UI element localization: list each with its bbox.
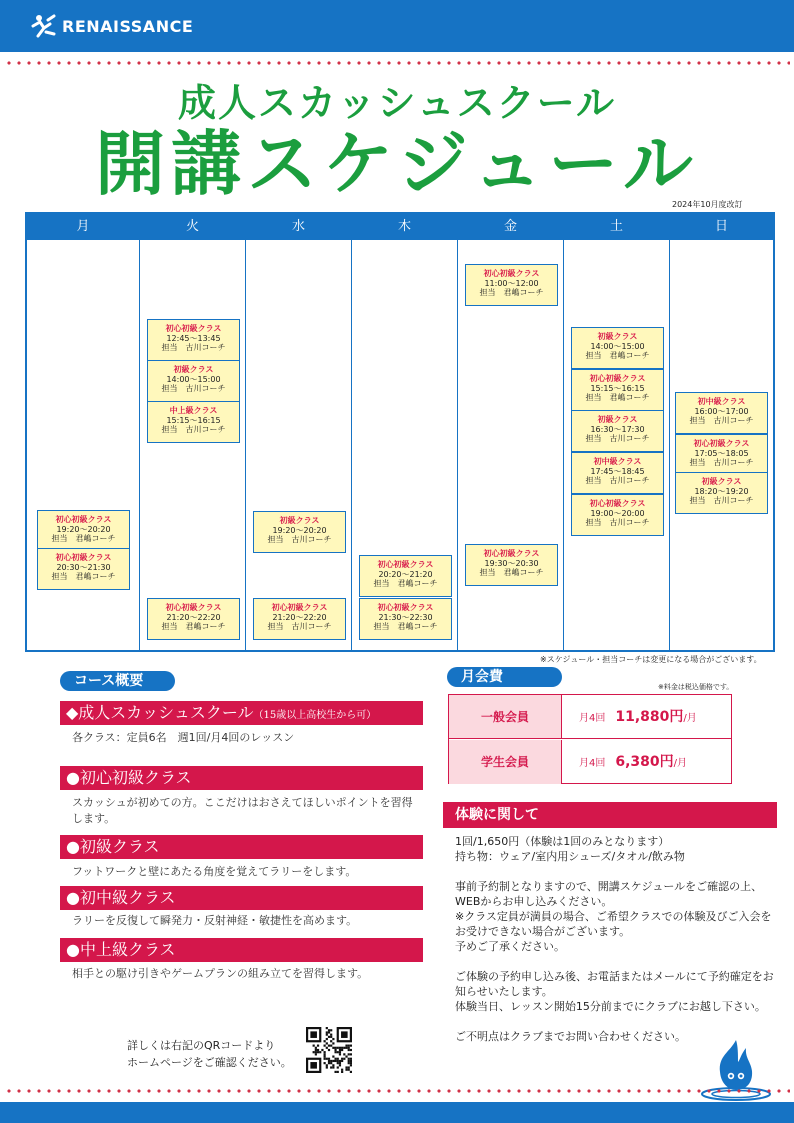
main-course-desc: 各クラス：定員6名 週1回/月4回のレッスン: [72, 731, 295, 744]
class-slot: [37, 510, 130, 552]
class-time: 21:20～22:20: [166, 613, 221, 622]
fee-frequency: 月4回: [579, 713, 606, 724]
class-desc-beginner: スカッシュが初めての方。ここだけはおさえてほしいポイントを習得します。: [72, 796, 413, 825]
class-name: 初心初級クラス: [55, 553, 112, 562]
class-coach: 担当 古川コーチ: [161, 425, 226, 434]
class-slot: [147, 401, 240, 443]
trial-line: 事前予約制となりますので、開講スケジュールをご確認の上、WEBからお申し込みください。: [455, 880, 763, 908]
class-slot: [147, 319, 240, 361]
fee-value: [579, 740, 687, 784]
class-time: 21:30～22:30: [378, 613, 433, 622]
class-time: 20:30～21:30: [56, 563, 111, 572]
fee-unit: /月: [683, 713, 697, 724]
class-banner-elementary: ●初級クラス: [60, 835, 423, 859]
class-coach: 担当 君嶋コーチ: [373, 579, 438, 588]
class-slot: [147, 598, 240, 640]
day-column: [140, 214, 246, 650]
fee-amount: 6,380円: [615, 754, 674, 770]
qr-instructions: [127, 1037, 292, 1071]
trial-line: ご不明点はクラブまでお問い合わせください。: [455, 1030, 686, 1043]
class-name: 初心初級クラス: [55, 515, 112, 524]
main-course-banner: [60, 701, 423, 725]
day-column: [246, 214, 352, 650]
fee-label: 一般会員: [449, 695, 562, 738]
day-column: [352, 214, 458, 650]
class-name: 初心初級クラス: [693, 439, 750, 448]
class-name: 初級クラス: [173, 365, 214, 374]
page-subtitle: 成人スカッシュスクール: [177, 81, 617, 125]
class-slot: [571, 452, 664, 494]
class-name: 初中級クラス: [593, 457, 642, 466]
class-coach: 担当 古川コーチ: [585, 518, 650, 527]
trial-spacer: [455, 1014, 775, 1029]
class-name: 初心初級クラス: [589, 374, 646, 383]
class-name: 初中級クラス: [697, 397, 746, 406]
renaissance-logo-icon: [30, 12, 58, 40]
class-time: 14:00～15:00: [166, 375, 221, 384]
trial-line: 持ち物：ウェア/室内用シューズ/タオル/飲み物: [455, 850, 685, 863]
trial-line: 1回/1,650円（体験は1回のみとなります）: [455, 835, 670, 848]
fee-frequency: 月4回: [579, 758, 606, 769]
day-header: 火: [140, 214, 245, 240]
schedule-table: [25, 212, 775, 652]
class-coach: 担当 古川コーチ: [161, 343, 226, 352]
class-name: 初心初級クラス: [165, 603, 222, 612]
bottom-dotted-divider: [4, 1088, 790, 1094]
class-coach: 担当 古川コーチ: [689, 496, 754, 505]
class-time: 17:45～18:45: [590, 467, 645, 476]
class-name: 初級クラス: [279, 516, 320, 525]
class-time: 14:00～15:00: [590, 342, 645, 351]
class-coach: 担当 古川コーチ: [689, 458, 754, 467]
class-coach: 担当 君嶋コーチ: [585, 393, 650, 402]
class-time: 19:00～20:00: [590, 509, 645, 518]
fee-amount: 11,880円: [615, 709, 684, 725]
class-slot: [359, 598, 452, 640]
class-desc-elementary: フットワークと壁にあたる角度を覚えてラリーをします。: [72, 865, 357, 878]
class-slot: [253, 598, 346, 640]
class-slot: [675, 472, 768, 514]
page-title: 開講スケジュール: [95, 123, 699, 205]
fee-label: 学生会員: [449, 740, 562, 784]
class-time: 21:20～22:20: [272, 613, 327, 622]
trial-line: ご体験の予約申し込み後、お電話またはメールにて予約確定をお知らせいたします。: [455, 970, 774, 998]
fee-unit: /月: [673, 758, 688, 769]
class-banner-lower-intermediate: ●初中級クラス: [60, 886, 423, 910]
class-banner-beginner: ●初心初級クラス: [60, 766, 423, 790]
class-coach: 担当 古川コーチ: [585, 434, 650, 443]
class-name: 初級クラス: [701, 477, 742, 486]
class-slot: [675, 434, 768, 476]
class-time: 17:05～18:05: [694, 449, 749, 458]
class-coach: 担当 古川コーチ: [161, 384, 226, 393]
class-coach: 担当 君嶋コーチ: [479, 288, 544, 297]
class-coach: 担当 君嶋コーチ: [51, 534, 116, 543]
class-name: 初級クラス: [597, 415, 638, 424]
class-slot: [147, 360, 240, 402]
class-slot: [37, 548, 130, 590]
class-slot: [571, 327, 664, 369]
footer-bar: [0, 1102, 794, 1123]
fee-row: [449, 740, 731, 784]
class-name: 初心初級クラス: [483, 269, 540, 278]
main-course-age: （15歳以上高校生から可）: [253, 710, 377, 721]
trial-line: 体験当日、レッスン開始15分前までにクラブにお越し下さい。: [455, 1000, 766, 1013]
class-coach: 担当 君嶋コーチ: [51, 572, 116, 581]
day-header: 月: [27, 214, 139, 240]
class-time: 19:20～20:20: [272, 526, 327, 535]
class-coach: 担当 古川コーチ: [267, 535, 332, 544]
trial-spacer: [455, 864, 775, 879]
brand-name: RENAISSANCE: [62, 17, 194, 36]
class-coach: 担当 古川コーチ: [689, 416, 754, 425]
class-desc-lower-intermediate: ラリーを反復して瞬発力・反射神経・敏捷性を高めます。: [72, 914, 358, 927]
schedule-note: ※スケジュール・担当コーチは変更になる場合がございます。: [540, 655, 762, 664]
class-time: 19:30～20:30: [484, 559, 539, 568]
day-header: 木: [352, 214, 457, 240]
class-time: 18:20～19:20: [694, 487, 749, 496]
trial-line: 予めご了承ください。: [455, 940, 565, 953]
class-time: 16:00～17:00: [694, 407, 749, 416]
class-name: 初心初級クラス: [271, 603, 328, 612]
day-column: [458, 214, 564, 650]
fee-row: [449, 695, 731, 739]
class-time: 15:15～16:15: [166, 416, 221, 425]
day-column: [27, 214, 140, 650]
qr-text-line1: 詳しくは右記のQRコードより: [127, 1039, 276, 1052]
class-slot: [465, 264, 558, 306]
class-slot: [359, 555, 452, 597]
class-banner-advanced: ●中上級クラス: [60, 938, 423, 962]
class-time: 19:20～20:20: [56, 525, 111, 534]
header-bar: [0, 0, 794, 52]
fee-value: [579, 695, 697, 738]
class-name: 初心初級クラス: [377, 603, 434, 612]
class-slot: [465, 544, 558, 586]
trial-info: [455, 834, 775, 1044]
class-time: 16:30～17:30: [590, 425, 645, 434]
course-overview-heading: コース概要: [60, 671, 175, 691]
class-coach: 担当 君嶋コーチ: [585, 351, 650, 360]
day-header: 水: [246, 214, 351, 240]
day-header: 土: [564, 214, 669, 240]
fee-table: [448, 694, 732, 784]
top-dotted-divider: [4, 60, 790, 66]
trial-spacer: [455, 954, 775, 969]
day-column: [564, 214, 670, 650]
class-slot: [571, 410, 664, 452]
class-coach: 担当 君嶋コーチ: [373, 622, 438, 631]
class-coach: 担当 君嶋コーチ: [479, 568, 544, 577]
qr-code-icon[interactable]: [306, 1027, 352, 1073]
class-name: 中上級クラス: [169, 406, 218, 415]
class-coach: 担当 古川コーチ: [267, 622, 332, 631]
class-time: 20:20～21:20: [378, 570, 433, 579]
class-name: 初心初級クラス: [589, 499, 646, 508]
monthly-fee-heading: 月会費: [447, 667, 562, 687]
class-name: 初級クラス: [597, 332, 638, 341]
class-name: 初心初級クラス: [377, 560, 434, 569]
class-desc-advanced: 相手との駆け引きやゲームプランの組み立てを習得します。: [72, 967, 369, 980]
revision-date: 2024年10月度改訂: [672, 200, 743, 209]
class-slot: [253, 511, 346, 553]
day-header: 金: [458, 214, 563, 240]
qr-text-line2: ホームページをご確認ください。: [127, 1056, 292, 1069]
class-slot: [571, 369, 664, 411]
day-column: [670, 214, 773, 650]
class-name: 初心初級クラス: [165, 324, 222, 333]
class-time: 15:15～16:15: [590, 384, 645, 393]
class-slot: [675, 392, 768, 434]
class-slot: [571, 494, 664, 536]
trial-heading: 体験に関して: [443, 802, 777, 828]
trial-line: ※クラス定員が満員の場合、ご希望クラスでの体験及びご入会をお受けできない場合がございます。: [455, 910, 772, 938]
tax-note: ※料金は税込価格です。: [658, 683, 734, 691]
day-header: 日: [670, 214, 773, 240]
class-time: 12:45～13:45: [166, 334, 221, 343]
class-time: 11:00～12:00: [484, 279, 539, 288]
class-coach: 担当 君嶋コーチ: [161, 622, 226, 631]
class-name: 初心初級クラス: [483, 549, 540, 558]
class-coach: 担当 古川コーチ: [585, 476, 650, 485]
main-course-title: ◆成人スカッシュスクール: [66, 703, 254, 722]
